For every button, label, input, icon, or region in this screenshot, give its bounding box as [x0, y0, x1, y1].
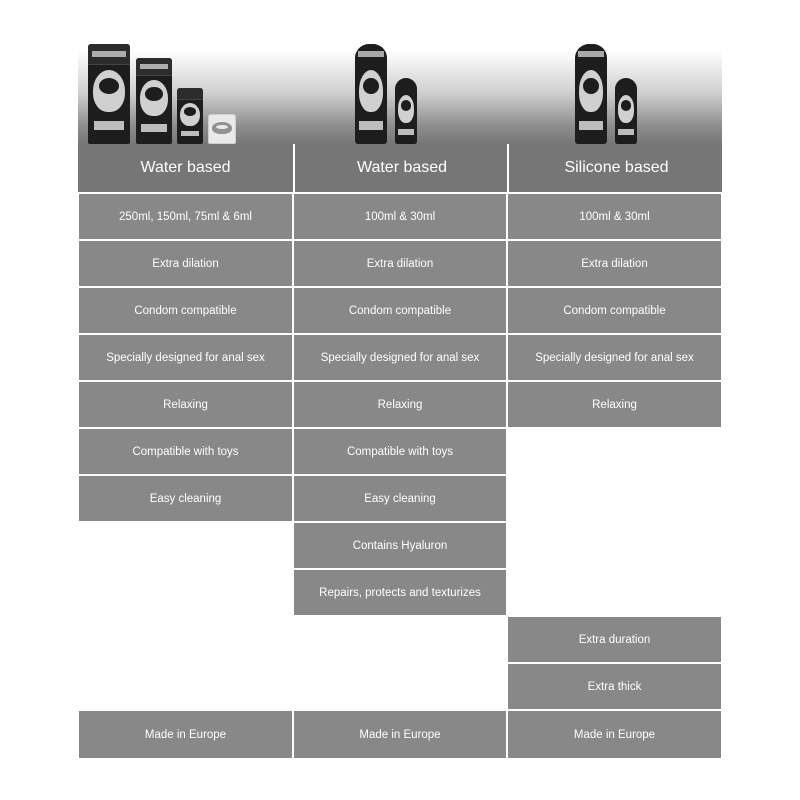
face-mark-icon: [363, 78, 378, 94]
label-strip-icon: [94, 121, 124, 130]
face-mark-icon: [583, 78, 598, 94]
column-header-1: Water based: [140, 159, 231, 176]
bottle-30ml: [395, 78, 417, 144]
pump-nozzle-icon: [623, 78, 628, 79]
feature-cell: Relaxing: [293, 380, 507, 427]
feature-cell: Condom compatible: [78, 286, 293, 333]
pump-nozzle-icon: [403, 78, 408, 79]
feature-cell: Relaxing: [78, 380, 293, 427]
feature-cell: Extra duration: [507, 615, 722, 662]
face-mark-icon: [184, 107, 197, 116]
label-strip-icon: [398, 129, 414, 135]
brand-strip-icon: [358, 51, 384, 57]
feature-cell: Made in Europe: [507, 709, 722, 758]
feature-cell-empty: [507, 474, 722, 521]
face-mark-icon: [216, 125, 229, 129]
bottle-30ml: [615, 78, 637, 144]
feature-cell: Relaxing: [507, 380, 722, 427]
tube-75ml: [177, 88, 203, 144]
brand-strip-icon: [92, 51, 126, 57]
feature-cell: Extra dilation: [507, 239, 722, 286]
product-image-water-based-bottles: [293, 20, 507, 144]
feature-cell: Extra dilation: [78, 239, 293, 286]
feature-cell: Made in Europe: [293, 709, 507, 758]
feature-cell: 100ml & 30ml: [507, 192, 722, 239]
label-strip-icon: [359, 121, 382, 130]
face-mark-icon: [99, 78, 119, 94]
feature-cell: Easy cleaning: [78, 474, 293, 521]
feature-cell: Condom compatible: [507, 286, 722, 333]
feature-cell-empty: [507, 521, 722, 568]
feature-cell: Specially designed for anal sex: [293, 333, 507, 380]
feature-cell: Condom compatible: [293, 286, 507, 333]
feature-cell: Specially designed for anal sex: [78, 333, 293, 380]
feature-cell: Extra thick: [507, 662, 722, 709]
label-strip-icon: [181, 131, 200, 136]
pump-nozzle-icon: [587, 44, 595, 45]
pump-nozzle-icon: [367, 44, 375, 45]
tube-250ml: [88, 44, 130, 144]
feature-cell: Made in Europe: [78, 709, 293, 758]
feature-cell-empty: [78, 568, 293, 615]
label-strip-icon: [579, 121, 602, 130]
product-image-band: [78, 10, 722, 144]
feature-cell: 250ml, 150ml, 75ml & 6ml: [78, 192, 293, 239]
feature-cell: 100ml & 30ml: [293, 192, 507, 239]
feature-cell-empty: [78, 615, 293, 662]
feature-cell-empty: [293, 662, 507, 709]
feature-cell: Compatible with toys: [293, 427, 507, 474]
feature-cell: Compatible with toys: [78, 427, 293, 474]
feature-cell: Extra dilation: [293, 239, 507, 286]
feature-cell: Contains Hyaluron: [293, 521, 507, 568]
feature-cell: Specially designed for anal sex: [507, 333, 722, 380]
brand-strip-icon: [578, 51, 604, 57]
feature-cell-empty: [293, 615, 507, 662]
product-image-silicone-based-bottles: [507, 20, 722, 144]
feature-cell-empty: [507, 427, 722, 474]
feature-cell: Repairs, protects and texturizes: [293, 568, 507, 615]
tube-cap-icon: [177, 88, 203, 100]
column-header-3: Silicone based: [507, 144, 724, 192]
product-image-water-based-tubes: [78, 20, 293, 144]
tube-150ml: [136, 58, 172, 144]
label-strip-icon: [141, 124, 167, 132]
sachet-6ml: [208, 114, 236, 144]
feature-cell-empty: [78, 521, 293, 568]
bottle-100ml: [355, 44, 387, 144]
label-strip-icon: [618, 129, 634, 135]
brand-strip-icon: [140, 64, 169, 69]
feature-cell-empty: [78, 662, 293, 709]
face-mark-icon: [145, 87, 162, 101]
feature-cell-empty: [507, 568, 722, 615]
feature-cell: Easy cleaning: [293, 474, 507, 521]
table-header-row: [78, 144, 722, 192]
bottle-100ml: [575, 44, 607, 144]
column-header-2: Water based: [293, 144, 509, 192]
